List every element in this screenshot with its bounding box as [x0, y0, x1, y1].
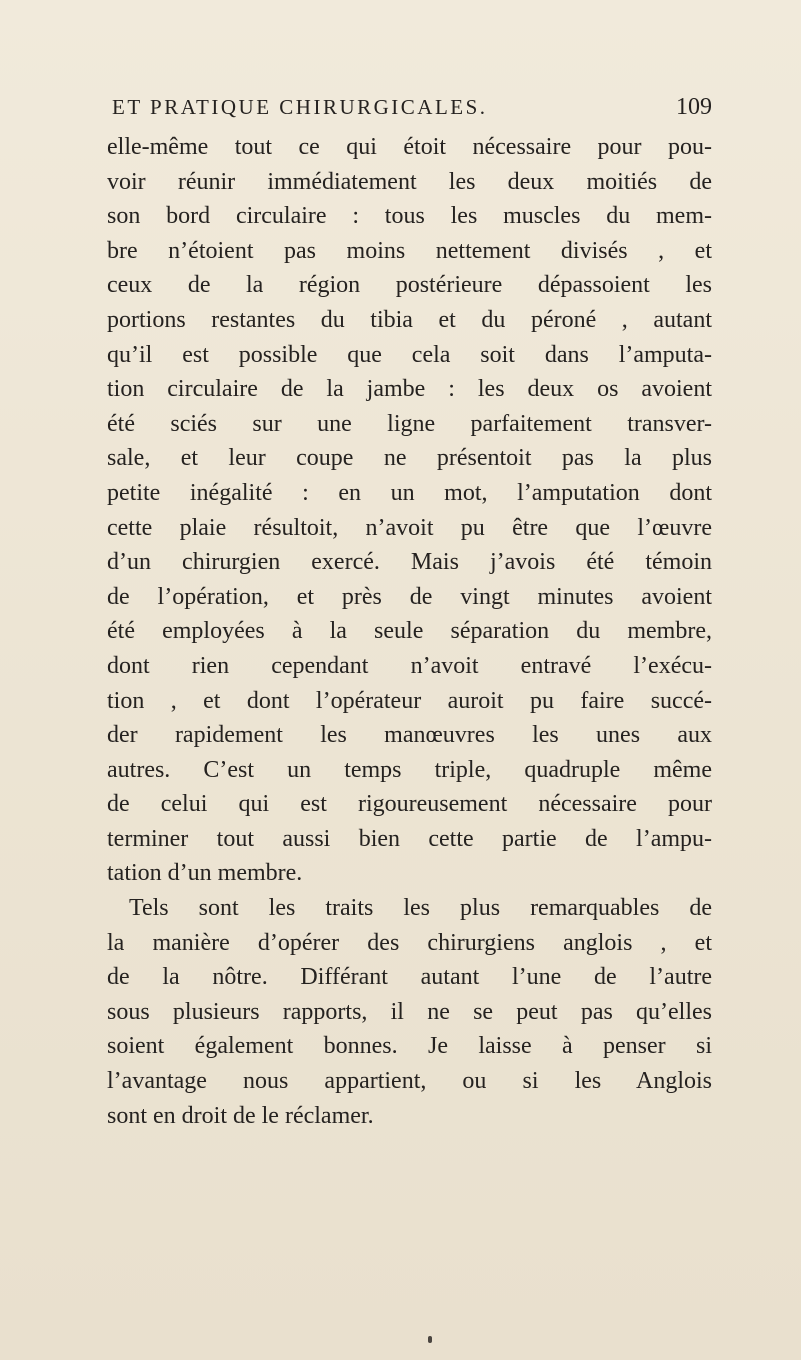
text-line: terminer tout aussi bien cette partie de l’ampu- [107, 825, 712, 852]
text-line: de celui qui est rigoureusement nécessaire pour [107, 791, 712, 818]
text-line: ceux de la région postérieure dépassoient les [107, 272, 712, 299]
body-text [107, 130, 712, 1133]
text-line: d’un chirurgien exercé. Mais j’avois été témoin [107, 549, 712, 576]
text-line: bre n’étoient pas moins nettement divisés , et [107, 237, 712, 264]
text-line: elle-même tout ce qui étoit nécessaire pour pou- [107, 134, 712, 160]
text-line: tion circulaire de la jambe : les deux os avoient [107, 376, 712, 403]
text-line: été sciés sur une ligne parfaitement transver- [107, 410, 712, 437]
text-line: de l’opération, et près de vingt minutes avoient [107, 583, 712, 610]
text-line: petite inégalité : en un mot, l’amputation dont [107, 479, 712, 506]
text-line: portions restantes du tibia et du péroné , autant [107, 306, 712, 333]
paragraph-2 [107, 891, 712, 1133]
text-line: tation d’un membre. [107, 860, 303, 887]
text-line: de la nôtre. Différant autant l’une de l’autre [107, 964, 712, 991]
text-line: l’avantage nous appartient, ou si les Anglois [107, 1068, 712, 1095]
text-line: der rapidement les manœuvres les unes aux [107, 722, 712, 749]
text-line: voir réunir immédiatement les deux moitiés de [107, 168, 712, 195]
running-head [112, 92, 712, 122]
text-line: qu’il est possible que cela soit dans l’amputa- [107, 341, 712, 368]
text-line: soient également bonnes. Je laisse à penser si [107, 1033, 712, 1060]
text-line: cette plaie résultoit, n’avoit pu être que l’œuvre [107, 514, 712, 541]
text-line: sale, et leur coupe ne présentoit pas la plus [107, 445, 712, 472]
text-line: son bord circulaire : tous les muscles du mem- [107, 203, 712, 230]
text-line: la manière d’opérer des chirurgiens anglois , et [107, 929, 712, 956]
text-line: dont rien cependant n’avoit entravé l’exécu- [107, 652, 712, 679]
running-title: ET PRATIQUE CHIRURGICALES. [112, 95, 488, 119]
text-line: sous plusieurs rapports, il ne se peut pas qu’elles [107, 998, 712, 1025]
text-line: sont en droit de le réclamer. [107, 1102, 374, 1129]
text-line: été employées à la seule séparation du membre, [107, 618, 712, 645]
paragraph-1 [107, 130, 712, 891]
text-line: autres. C’est un temps triple, quadruple même [107, 756, 712, 783]
page-number: 109 [676, 94, 712, 120]
text-line: Tels sont les traits les plus remarquables de [129, 895, 712, 922]
ink-speck [428, 1336, 432, 1343]
text-line: tion , et dont l’opérateur auroit pu faire succé- [107, 687, 712, 714]
